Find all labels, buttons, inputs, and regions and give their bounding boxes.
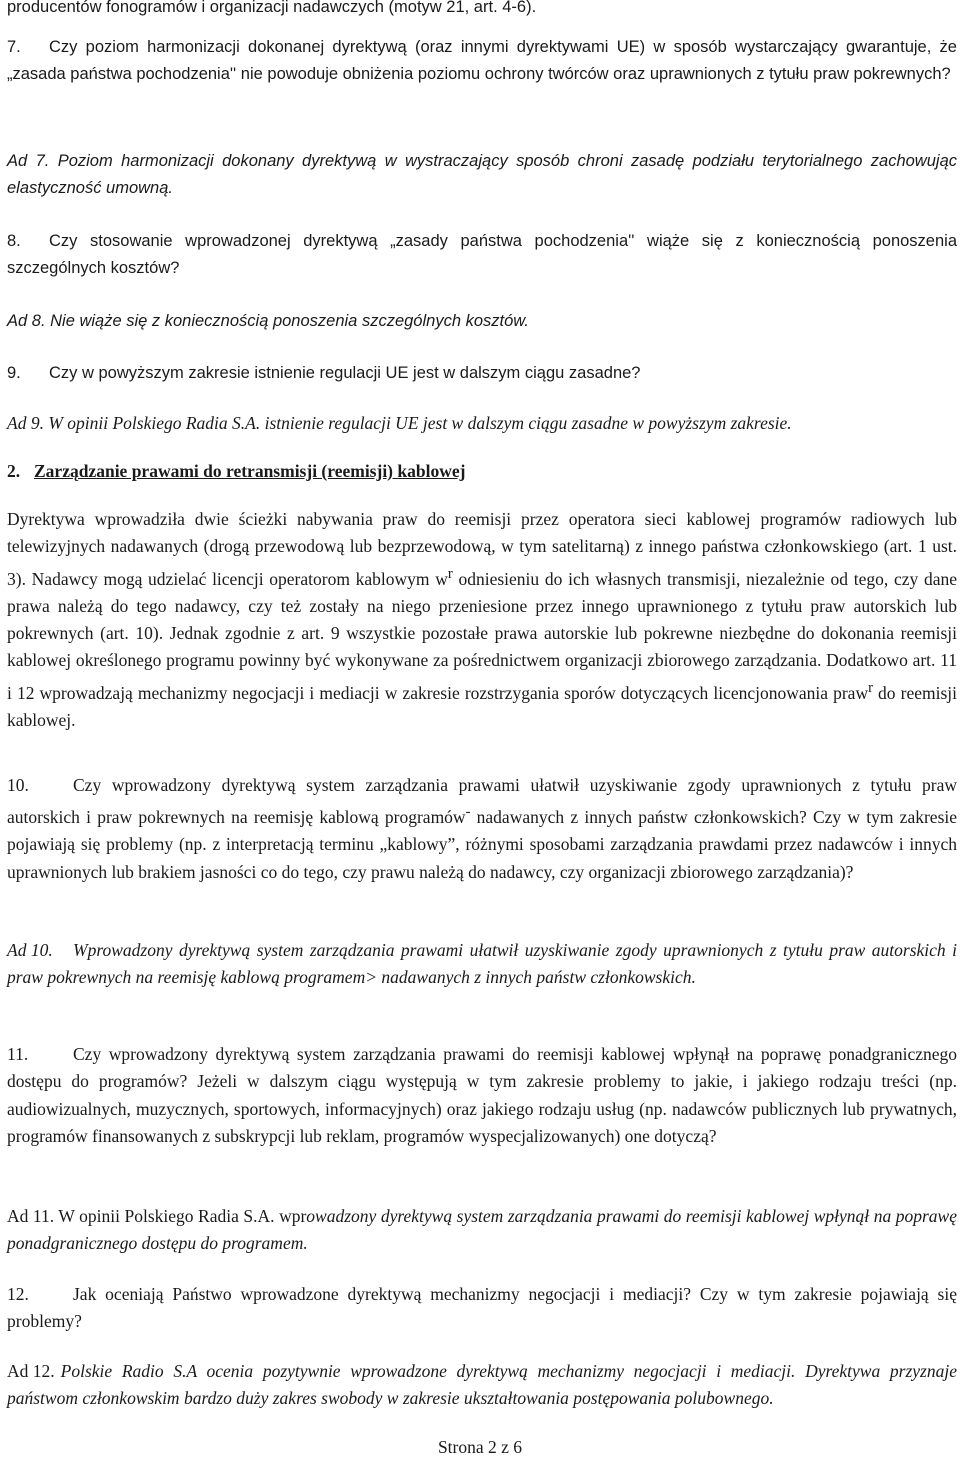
page-footer: Strona 2 z 6 <box>437 1437 523 1457</box>
question-text: Czy poziom harmonizacji dokonanej dyrektywą (oraz innymi dyrektywami UE) w sposób wystarczający gwarantuje, że „zasada państwa pochodzenia'' nie powoduje obniżenia poziomu ochrony twórców oraz uprawnionych z tytułu praw pokrewnych? <box>7 38 957 84</box>
superscript-mark: - <box>465 804 471 821</box>
answer-label: Ad 12. <box>7 1361 55 1381</box>
answer-text: Wprowadzony dyrektywą system zarządzania prawami ułatwił uzyskiwanie zgody uprawnionych z tytułu praw autorskich i praw pokrewnych na reemisję kablową programem> nadawanych z innych pańs <box>7 940 957 988</box>
question-text: Czy stosowanie wprowadzonej dyrektywą „zasady państwa pochodzenia'' wiąże się z koniecznością ponoszenia szczególnych kosztów? <box>7 232 957 278</box>
answer-label: Ad 10. <box>7 940 53 960</box>
question-number: 9. <box>7 364 21 382</box>
question-number: 10. <box>7 775 29 795</box>
answer-text: Polskie Radio S.A ocenia pozytywnie wprowadzone dyrektywą mechanizmy negocjacji i mediacji. Dyrektywa przyznaje państwom członkowskim bardzo duży zakres swobody w zakresie ukształtowania postępowania polubownego. <box>7 1361 957 1409</box>
section-2-heading <box>7 458 957 485</box>
question-text: Czy wprowadzony dyrektywą system zarządzania prawami do reemisji kablowej wpłynął na poprawę ponadgranicznego dostępu do programów? Jeżeli w dalszym ciągu występują w tym zakresie problemy to jakie, i jakiego rodzaju treści (np. audiowizualnych, muzycznych, sportowych, informacyjnych) oraz jakiego rodzaju usług (np. nadawców publicznych lub prywatnych, programów finansowanych z subskrypcji lub reklam, programów wyspecjalizowanych) one dotyczą? <box>7 1044 957 1146</box>
answer-10: Ad 10. Wprowadzony dyrektywą system zarządzania prawami ułatwił uzyskiwanie zgody uprawnionych z tytułu praw autorskich i praw pokrewnych na reemisję kablową programem> nadawanych z innych państw członkowskich. <box>7 937 957 992</box>
question-12 <box>7 1281 957 1336</box>
superscript-mark: r <box>868 679 873 696</box>
answer-12 <box>7 1358 957 1413</box>
answer-7: Ad 7. Poziom harmonizacji dokonany dyrektywą w wystraczający sposób chroni zasadę podziału terytorialnego zachowując elastyczność umowną. <box>7 152 957 198</box>
question-text: Czy w powyższym zakresie istnienie regulacji UE jest w dalszym ciągu zasadne? <box>49 364 641 382</box>
question-10: 10. Czy wprowadzony dyrektywą system zarządzania prawami ułatwił uzyskiwanie zgody uprawnionych z tytułu praw autorskich i praw pokrewnych na reemisję kablową programów- nadawanych z innych państw członkowskich? Czy w tym zakresie pojawiają się problemy (np. z interpretacją terminu „kablowy”, różnymi sposobami zarządzania prawdami przez nadawców i innych uprawnionych lub brakiem jasności co do tego, czy prawu należą do nadawcy, czy organizacji zbiorowego zarządzania)? <box>7 772 957 886</box>
section-title: Zarządzanie prawami do retransmisji (reemisji) kablowej <box>34 461 466 481</box>
question-9 <box>7 360 957 387</box>
question-7 <box>7 34 957 89</box>
question-text: Jak oceniają Państwo wprowadzone dyrektywą mechanizmy negocjacji i mediacji? Czy w tym zakresie pojawiają się problemy? <box>7 1284 957 1332</box>
answer-9: Ad 9. W opinii Polskiego Radia S.A. istnienie regulacji UE jest w dalszym ciągu zasadne w powyższym zakresie. <box>7 413 792 433</box>
section-2-intro: Dyrektywa wprowadziła dwie ścieżki nabywania praw do reemisji przez operatora sieci kablowej programów radiowych lub telewizyjnych nadawanych (drogą przewodową lub bezprzewodową, w tym satelitarną) z innego państwa członkowskiego (art. 1 ust. 3). Nadawcy mogą udzielać licencji operatorom kablowym $w^r$ odniesieniu do ich własnych transmisji, niezależnie od tego, czy dane prawa należą do tego nadawcy, czy też zostały na niego przeniesione przez innego uprawnionego z tytułu praw autorskich lub pokrewnych (art. 10). Jednak zgodnie z art. 9 wszystkie pozostałe prawa autorskie lub pokrewne niezbędne do dokonania reemisji kablowej określonego programu powinny być wykonywane za pośrednictwem organizacji zbiorowego zarządzania. Dodatkowo art. 11 i 12 wprowadzają mechanizmy negocjacji i mediacji w zakresie rozstrzygania sporów dotyczących licencjonowania praw$^r$ do reemisji kablowej. <box>7 509 958 730</box>
question-number: 12. <box>7 1284 29 1304</box>
top-line: producentów fonogramów i organizacji nadawczych (motyw 21, art. 4-6). <box>7 0 537 16</box>
question-8 <box>7 228 957 283</box>
answer-8: Ad 8. Nie wiąże się z koniecznością ponoszenia szczególnych kosztów. <box>7 312 529 330</box>
answer-text: owadzony dyrektywą system zarządzania prawami do reemisji kablowej wpłynął na poprawę ponadgranicznego dostępu do programem. <box>7 1206 957 1254</box>
answer-label: Ad 11. W opinii Polskiego Radia S.A. wpr <box>7 1206 307 1226</box>
answer-11 <box>7 1203 957 1258</box>
question-11 <box>7 1041 957 1150</box>
question-number: 7. <box>7 38 21 56</box>
section-number: 2. <box>7 461 21 481</box>
question-number: 11. <box>7 1044 29 1064</box>
question-number: 8. <box>7 232 21 250</box>
superscript-mark: r <box>447 565 453 582</box>
